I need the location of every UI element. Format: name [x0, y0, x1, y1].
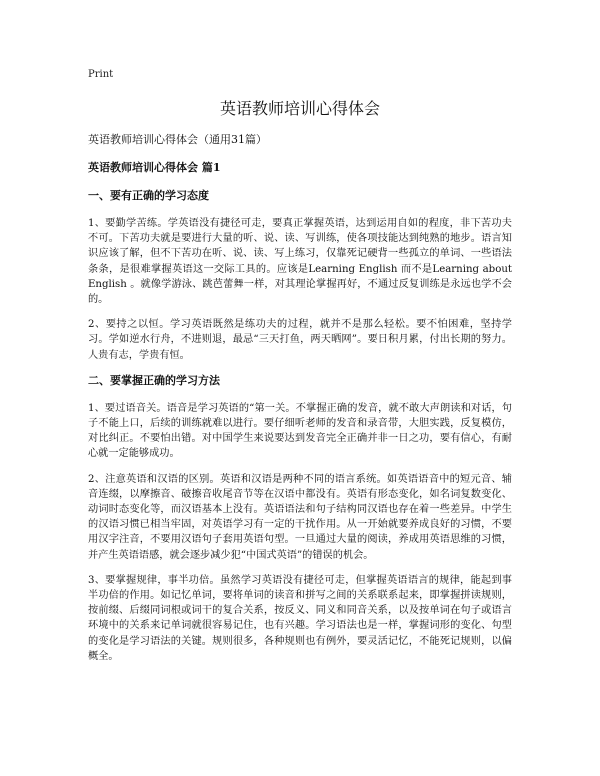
article-heading: 英语教师培训心得体会 篇1 [88, 161, 221, 174]
document-title: 英语教师培训心得体会 [219, 99, 380, 118]
paragraph: 2、要持之以恒。学习英语既然是练功夫的过程，就并不是那么轻松。要不怕困难，坚持学习。学如逆水行舟，不进则退，最忌“三天打鱼，两天晒网”。要日积月累，付出长期的努力。人贵有志，学贵有恒。 [88, 319, 512, 361]
document-subtitle: 英语教师培训心得体会（通用31篇） [88, 133, 267, 146]
section-heading-attitude: 一、要有正确的学习态度 [88, 189, 209, 202]
print-label: Print [88, 69, 114, 80]
paragraph: 3、要掌握规律，事半功倍。虽然学习英语没有捷径可走，但掌握英语语言的规律，能起到事半功倍的作用。如记忆单词，要将单词的读音和拼写之间的关系联系起来，即掌握拼读规则，按前缀、后缀同词根或词干的复合关系，按反义、同义和同音关系，以及按单词在句子或语言环境中的关系来记单词就很容易记住，也有兴趣。学习语法也是一样，掌握词形的变化、句型的变化是学习语法的关键。规则很多，各种规则也有例外，要灵活记忆，不能死记规则，以偏概全。 [88, 574, 512, 662]
paragraph: 1、要勤学苦练。学英语没有捷径可走，要真正掌握英语，达到运用自如的程度，非下苦功夫不可。下苦功夫就是要进行大量的听、说、读、写训练，使各项技能达到纯熟的地步。语言知识应该了解，但不下苦功在听、说、读、写上练习，仅靠死记硬背一些孤立的单词、一些语法条条，是很难掌握英语这一交际工具的。应该是Learning English 而不是Learning about English 。就像学游泳、跳芭蕾舞一样，对其理论掌握再好，不通过反复训练是永远也学不会的。 [88, 218, 512, 306]
paragraph: 1、要过语音关。语音是学习英语的“第一关。不掌握正确的发音，就不敢大声朗读和对话，句子不能上口，后续的训练就难以进行。要仔细听老师的发音和录音带，大胆实践，反复模仿，对比纠正。不要怕出错。对中国学生来说要达到发音完全正确并非一日之功，要有信心，有耐心就一定能够成功。 [88, 402, 512, 460]
paragraph: 2、注意英语和汉语的区别。英语和汉语是两种不同的语言系统。如英语语音中的短元音、辅音连缀，以摩擦音、破擦音收尾音节等在汉语中都没有。英语有形态变化，如名词复数变化、动词时态变化等，而汉语基本上没有。英语语法和句子结构同汉语也存在着一些差异。中学生的汉语习惯已相当牢固，对英语学习有一定的干扰作用。从一开始就要养成良好的习惯，不要用汉字注音，不要用汉语句子套用英语句型。一旦通过大量的阅读，养成用英语思维的习惯，并产生英语语感，就会逐步减少犯“中国式英语”的错误的机会。 [88, 473, 512, 561]
section-heading-method: 二、要掌握正确的学习方法 [88, 373, 220, 387]
